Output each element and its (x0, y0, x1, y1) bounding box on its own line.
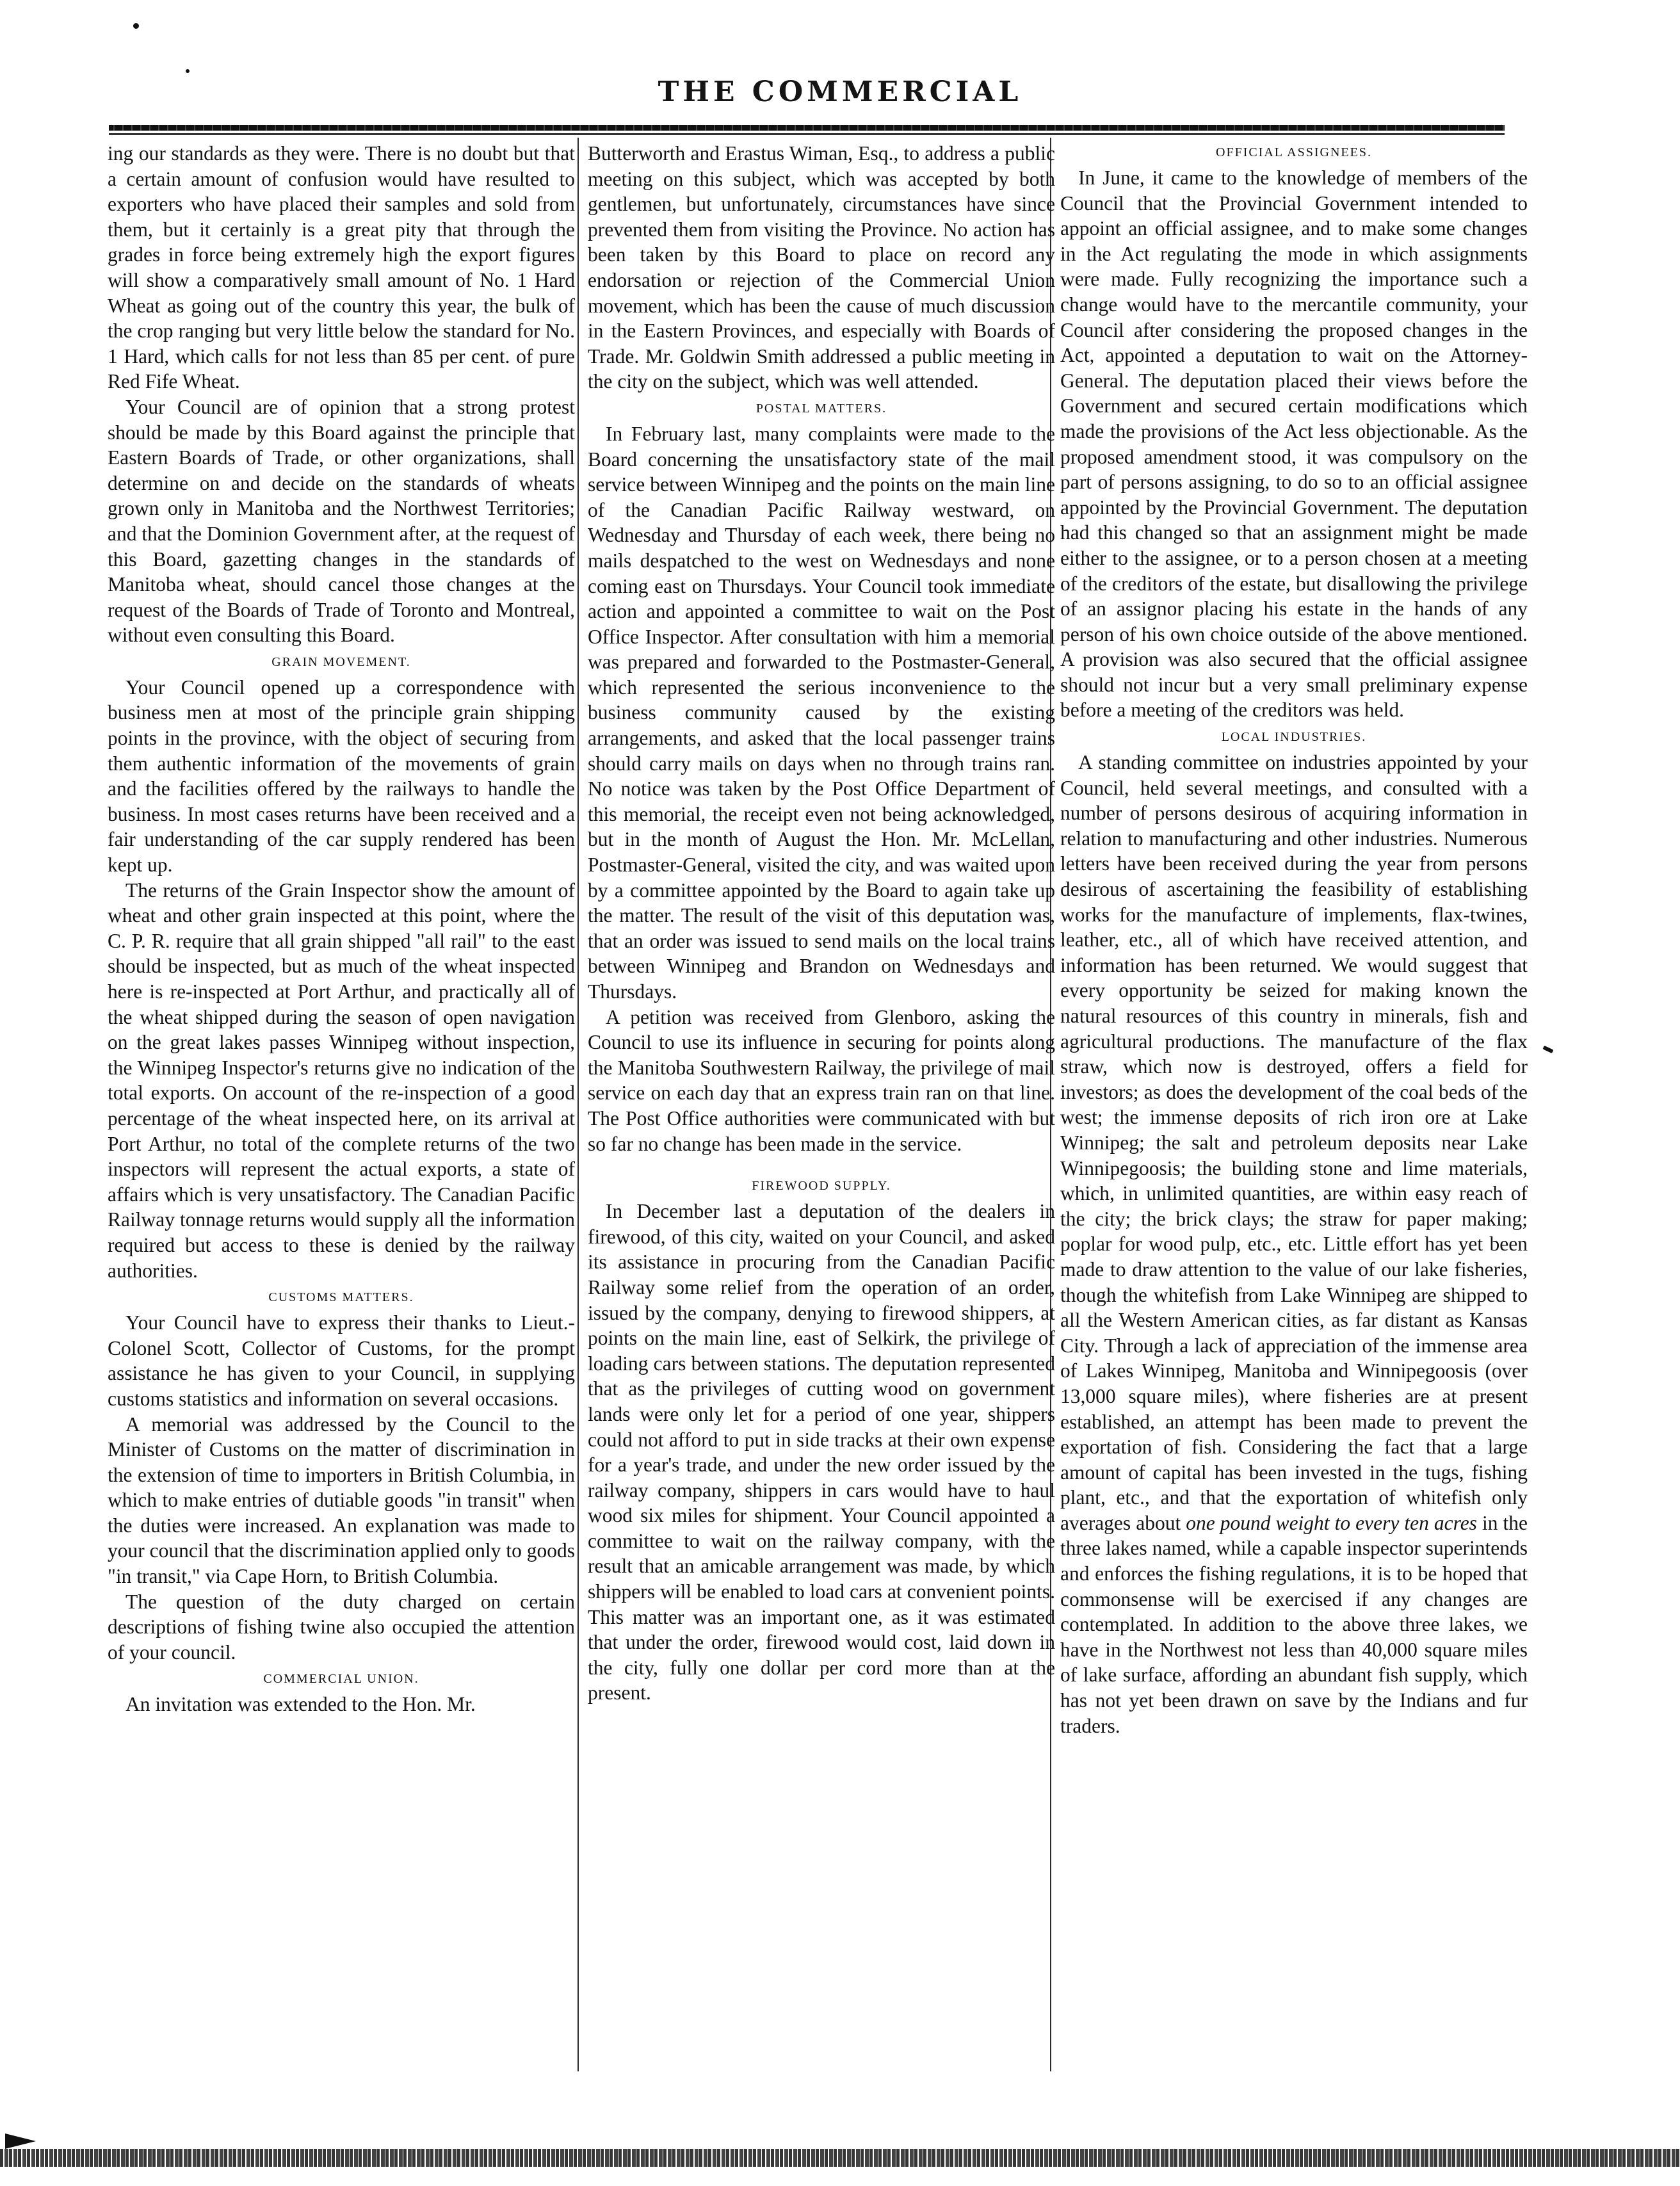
paragraph: Your Council opened up a correspondence with business men at most of the principle grain shipping points in the province, with the object of securing from them authentic information of the movements of grain and the facilities offered by the railways to handle the business. In most cases returns have been received and a fair understanding of the car supply rendered has been kept up. (108, 676, 575, 877)
paragraph: The question of the duty charged on certain descriptions of fishing twine also occupied the attention of your council. (108, 1590, 575, 1664)
paragraph: An invitation was extended to the Hon. Mr. (125, 1693, 476, 1716)
masthead-rule (109, 125, 1505, 131)
section-heading-official-assignees: OFFICIAL ASSIGNEES. (1216, 145, 1372, 159)
italic-text: one pound weight to every ten acres (1186, 1511, 1477, 1534)
section-heading-commercial-union: COMMERCIAL UNION. (263, 1672, 419, 1687)
masthead: THE COMMERCIAL (658, 76, 1022, 108)
paragraph: Your Council are of opinion that a strong protest should be made by this Board against the principle that Eastern Boards of Trade, or other organizations, shall determine on and decide on the standards of wheats grown only in Manitoba and the Northwest Territories; and that the Dominion Government after, at the request of this Board, gazetting changes in the standards of Manitoba wheat, should cancel those changes at the request of the Boards of Trade of Toronto and Montreal, without even consulting this Board. (108, 395, 575, 647)
scan-speck (186, 69, 190, 73)
section-heading-postal-matters: POSTAL MATTERS. (755, 401, 887, 416)
text-run: in the three lakes named, while a capable inspector superintends and enforces the fishing regulations, it is to be hoped that commonsense will be exercised if any changes are contemplated. In addition to the above three lakes, we have in the Northwest not less than 40,000 square miles of lake surface, affording an abundant fish supply, which has not yet been drawn on save by the Indians and fur traders. (1060, 1511, 1528, 1737)
column-1 (108, 141, 575, 2075)
section-heading-local-industries: LOCAL INDUSTRIES. (1221, 730, 1367, 745)
paragraph: In December last a deputation of the dealers in firewood, of this city, waited on your Council, and asked its assistance in procuring from the Canadian Pacific Railway some relief from the operation of an order, issued by the company, denying to firewood shippers, at points on the main line, east of Selkirk, the privilege of loading cars between stations. The deputation represented that as the privileges of cutting wood on government lands were only let for a period of one year, shippers could not afford to put in side tracks at their own expense for a year's trade, and under the new order issued by the railway company, shippers in cars would have to haul wood six miles for shipment. Your Council appointed a committee to wait on the railway company, with the result that an amicable arrangement was made, by which shippers will be enabled to load cars at convenient points. This matter was an important one, as it was estimated that under the order, firewood would cost, laid down in the city, fully one dollar per cord more than at the present. (588, 1200, 1055, 1704)
column-3 (1060, 141, 1528, 2075)
paragraph: A memorial was addressed by the Council to the Minister of Customs on the matter of discrimination in the extension of time to importers in British Columbia, in which to make entries of dutiable goods "in transit" when the duties were increased. An explanation was made to your council that the discrimination applied only to goods "in transit," via Cape Horn, to British Columbia. (108, 1413, 575, 1588)
masthead-rule-thin (109, 133, 1505, 135)
paragraph: ing our standards as they were. There is no doubt but that a certain amount of confusion would have resulted to exporters who have placed their samples and sold from them, but it certainly is a great pity that through the grades in force being extremely high the export figures will show a comparatively small amount of No. 1 Hard Wheat as going out of the country this year, the bulk of the crop ranging but very little below the standard for No. 1 Hard, which calls for not less than 85 per cent. of pure Red Fife Wheat. (108, 142, 575, 393)
section-heading-firewood-supply: FIREWOOD SUPPLY. (752, 1179, 891, 1194)
paragraph: Butterworth and Erastus Wiman, Esq., to address a public meeting on this subject, which was accepted by both gentlemen, but unfortunately, circumstances have since prevented them from visiting the Province. No action has been taken by this Board to place on record any endorsation or rejection of the Commercial Union movement, which has been the cause of much discussion in the Eastern Provinces, and especially with Boards of Trade. Mr. Goldwin Smith addressed a public meeting in the city on the subject, which was well attended. (588, 142, 1055, 393)
column-divider-left (578, 138, 579, 2071)
section-heading-customs-matters: CUSTOMS MATTERS. (268, 1290, 414, 1305)
column-2 (588, 141, 1055, 2075)
paragraph: A petition was received from Glenboro, asking the Council to use its influence in securing for points along the Manitoba Southwestern Railway, the privilege of mail service on each day that an express train ran on that line. The Post Office authorities were communicated with but so far no change has been made in the service. (588, 1005, 1055, 1155)
bottom-scan-bar (0, 2149, 1680, 2167)
paragraph: In June, it came to the knowledge of members of the Council that the Provincial Government intended to appoint an official assignee, and to make some changes in the Act regulating the mode in which assignments were made. Fully recognizing the importance such a change would have to the mercantile community, your Council after considering the proposed changes in the Act, appointed a deputation to wait on the Attorney-General. The deputation placed their views before the Government and secured certain modifications which made the provisions of the Act less objectionable. As the proposed amendment stood, it was compulsory on the part of persons assigning, to do so to an official assignee appointed by the Provincial Government. The deputation had this changed so that an assignment might be made either to the assignee, or to a person chosen at a meeting of the creditors of the estate, but disallowing the privilege of an assignor placing his estate in the hands of any person of his own choice outside of the above mentioned. A provision was also secured that the official assignee should not incur but a very small preliminary expense before a meeting of the creditors was held. (1060, 166, 1528, 722)
scan-speck (1542, 1046, 1553, 1053)
scan-speck (133, 23, 139, 29)
paragraph: Your Council have to express their thanks to Lieut.-Colonel Scott, Collector of Customs, for the prompt assistance he has given to your Council, in supplying customs statistics and information on several occasions. (108, 1311, 575, 1410)
paragraph (1060, 750, 1528, 1738)
section-heading-grain-movement: GRAIN MOVEMENT. (271, 654, 411, 669)
paragraph: In February last, many complaints were made to the Board concerning the unsatisfactory state of the mail service between Winnipeg and the points on the main line of the Canadian Pacific Railway westward, on Wednesday and Thursday of each week, there being no mails despatched to the west on Wednesdays and none coming east on Thursdays. Your Council took immediate action and appointed a committee to wait on the Post Office Inspector. After consultation with him a memorial was prepared and forwarded to the Postmaster-General, which represented the serious inconvenience to the business community caused by the existing arrangements, and asked that the local passenger trains should carry mails on days when no through trains ran. No notice was taken by the Post Office Department of this memorial, the receipt even not being acknowledged, but in the month of August the Hon. Mr. McLellan, Postmaster-General, visited the city, and was waited upon by a committee appointed by the Board to again take up the matter. The result of the visit of this deputation was, that an order was issued to send mails on the local trains between Winnipeg and Brandon on Wednesdays and Thursdays. (588, 422, 1055, 1003)
bottom-arrow-mark (5, 2133, 36, 2149)
text-run: A standing committee on industries appointed by your Council, held several meetings, and consulted with a number of persons desirous of acquiring information in relation to manufacturing and other industries. Numerous letters have been received during the year from persons desirous of ascertaining the feasibility of establishing works for the manufacture of implements, flax-twines, leather, etc., all of which have received attention, and information has been returned. We would suggest that every opportunity be seized for making known the natural resources of this country in minerals, fish and agricultural productions. The manufacture of the flax straw, which now is destroyed, offers a field for investors; as does the development of the coal beds of the west; the immense deposits of rich iron ore at Lake Winnipeg; the salt and petroleum deposits near Lake Winnipegoosis; the building stone and lime materials, which, in unlimited quantities, are within easy reach of the city; the brick clays; the straw for paper making; poplar for wood pulp, etc., etc. Little effort has yet been made to draw attention to the value of our lake fisheries, though the whitefish from Lake Winnipeg are shipped to all the Western American cities, as far distant as Kansas City. Through a lack of appreciation of the immense area of Lakes Winnipeg, Manitoba and Winnipegoosis (over 13,000 square miles), where fisheries are at present established, an attempt has been made to prevent the exportation of fish. Considering the fact that a large amount of capital has been invested in the tugs, fishing plant, etc., and that the exportation of whitefish only averages about (1060, 751, 1528, 1534)
paragraph: The returns of the Grain Inspector show the amount of wheat and other grain inspected at this point, where the C. P. R. require that all grain shipped "all rail" to the east should be inspected, but as much of the wheat inspected here is re-inspected at Port Arthur, and practically all of the wheat shipped during the season of open navigation on the great lakes passes Winnipeg without inspection, the Winnipeg Inspector's returns give no indication of the total exports. On account of the re-inspection of a good percentage of the wheat inspected here, on its arrival at Port Arthur, no total of the complete returns of the two inspectors will represent the actual exports, a state of affairs which is very unsatisfactory. The Canadian Pacific Railway tonnage returns would supply all the information required but access to these is denied by the railway authorities. (108, 878, 575, 1282)
